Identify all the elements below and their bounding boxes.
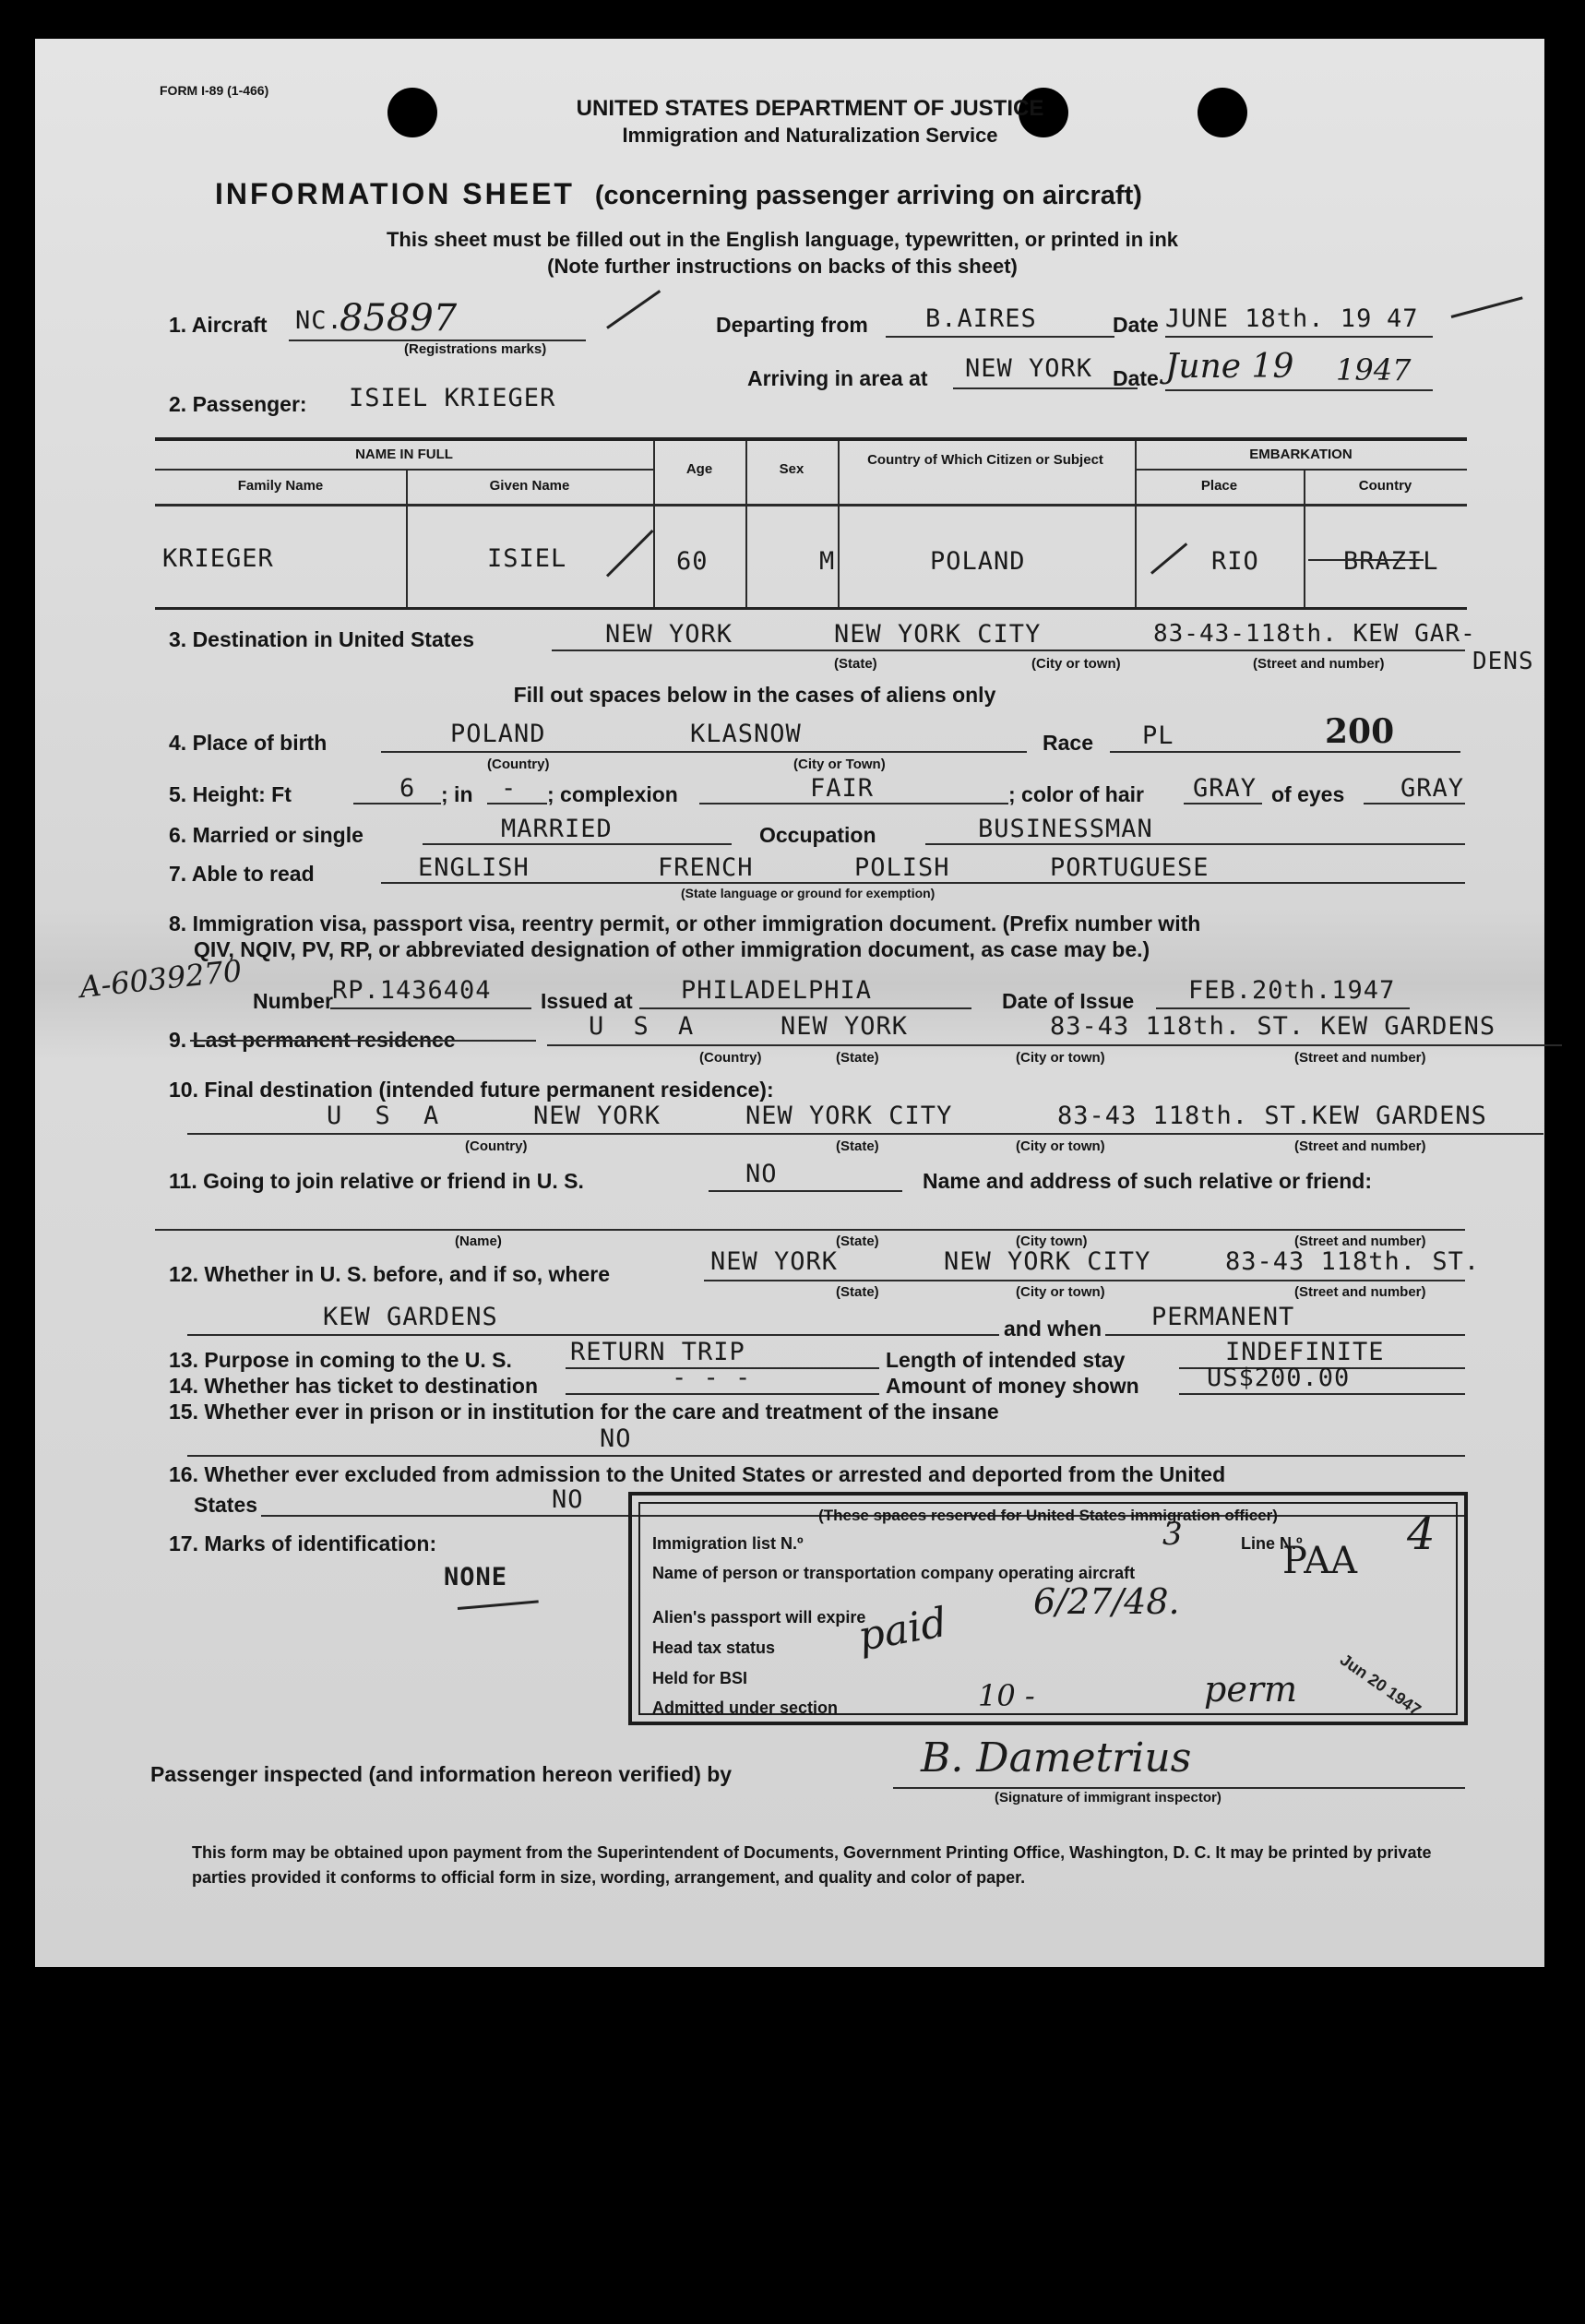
- relative-name-label: Name and address of such relative or friend:: [923, 1169, 1372, 1193]
- date2-line: [1165, 389, 1433, 391]
- service-title: Immigration and Naturalization Service: [622, 124, 998, 147]
- last-residence-label: 9. Last permanent residence: [169, 1028, 456, 1052]
- held-bsi-label: Held for BSI: [652, 1669, 748, 1687]
- when-value: PERMANENT: [1151, 1303, 1295, 1331]
- excluded-label: 16. Whether ever excluded from admission to the United States or arrested and deported from the United: [169, 1462, 1226, 1486]
- destination-city: NEW YORK CITY: [834, 620, 1042, 649]
- race-number: 200: [1325, 712, 1395, 751]
- occupation-value: BUSINESSMAN: [978, 815, 1153, 843]
- number-label: Number: [253, 989, 333, 1013]
- ticket-value: - - -: [672, 1364, 752, 1392]
- embark-country-cell: BRAZIL: [1343, 547, 1439, 576]
- when-label: and when: [1004, 1317, 1102, 1341]
- admitted-perm-value: perm: [1204, 1669, 1298, 1710]
- final-country-caption: (Country): [465, 1138, 528, 1154]
- language-1: ENGLISH: [418, 853, 530, 882]
- last-residence-city-caption: (City or town): [1016, 1050, 1105, 1066]
- check-mark: [1150, 542, 1187, 574]
- passport-expire-label: Alien's passport will expire: [652, 1608, 866, 1627]
- previous-us-state: NEW YORK: [710, 1247, 839, 1276]
- instruction-line-2: (Note further instructions on backs of this sheet): [547, 255, 1018, 278]
- last-residence-country: U S A: [589, 1012, 701, 1041]
- inspector-signature: B. Dametrius: [921, 1734, 1192, 1782]
- prison-line: [187, 1455, 1465, 1457]
- prison-value: NO: [600, 1424, 632, 1453]
- money-label: Amount of money shown: [886, 1374, 1139, 1398]
- family-name-header: Family Name: [237, 478, 324, 494]
- head-tax-label: Head tax status: [652, 1639, 776, 1657]
- hair-line: [1184, 803, 1262, 804]
- punch-hole-right: [1198, 88, 1247, 137]
- relative-address-line: [155, 1229, 1465, 1231]
- arriving-value: NEW YORK: [965, 354, 1093, 383]
- final-destination-country: U S A: [327, 1102, 448, 1130]
- previous-us-label: 12. Whether in U. S. before, and if so, where: [169, 1262, 610, 1286]
- marks-label: 17. Marks of identification:: [169, 1531, 437, 1555]
- complexion-value: FAIR: [810, 774, 875, 803]
- destination-street-2: DENS: [1472, 648, 1534, 675]
- birth-city: KLASNOW: [690, 720, 802, 748]
- relative-name-caption: (Name): [455, 1234, 502, 1249]
- passenger-table: [155, 437, 1467, 610]
- document-label-2: QIV, NQIV, PV, RP, or abbreviated designation of other immigration document, as case may be.): [194, 937, 1150, 961]
- sheet-title-sub: (concerning passenger arriving on aircraft): [594, 181, 1142, 210]
- signature-caption: (Signature of immigrant inspector): [995, 1790, 1222, 1806]
- number-line: [330, 1007, 531, 1009]
- excluded-label-2: States: [194, 1493, 258, 1517]
- stay-label: Length of intended stay: [886, 1348, 1126, 1372]
- money-line: [1179, 1393, 1465, 1395]
- language-3: POLISH: [854, 853, 950, 882]
- inspected-label: Passenger inspected (and information hereon verified) by: [150, 1762, 733, 1786]
- admitted-section-label: Admitted under section: [652, 1698, 839, 1717]
- date2-label: Date: [1113, 366, 1159, 390]
- occupation-label: Occupation: [759, 823, 876, 847]
- eyes-line: [1364, 803, 1465, 804]
- ticket-line: [566, 1393, 879, 1395]
- last-residence-state-caption: (State): [836, 1050, 879, 1066]
- marital-label: 6. Married or single: [169, 823, 363, 847]
- final-destination-line: [187, 1133, 1543, 1135]
- citizen-cell: POLAND: [930, 547, 1026, 576]
- relative-state-caption: (State): [836, 1234, 879, 1249]
- issued-line: [639, 1007, 971, 1009]
- eyes-value: GRAY: [1400, 774, 1465, 803]
- destination-label: 3. Destination in United States: [169, 627, 474, 651]
- final-destination-state: NEW YORK: [533, 1102, 661, 1130]
- alien-number-handwritten: A-6039270: [77, 952, 244, 1006]
- final-destination-city: NEW YORK CITY: [745, 1102, 953, 1130]
- previous-us-line: [704, 1280, 1465, 1281]
- previous-us-street-caption: (Street and number): [1294, 1284, 1426, 1300]
- destination-state: NEW YORK: [605, 620, 733, 649]
- aircraft-label: 1. Aircraft: [169, 313, 268, 337]
- document-sheet: [35, 39, 1544, 1967]
- height-inches: -: [501, 774, 518, 803]
- relative-street-caption: (Street and number): [1294, 1234, 1426, 1249]
- departing-label: Departing from: [716, 313, 868, 337]
- issued-value: PHILADELPHIA: [681, 976, 873, 1005]
- registration-caption: (Registrations marks): [404, 341, 547, 357]
- strike-line: [1308, 559, 1424, 561]
- date2-year: 1947: [1336, 352, 1412, 387]
- previous-us-state-caption: (State): [836, 1284, 879, 1300]
- relative-city-caption: (City town): [1016, 1234, 1088, 1249]
- final-state-caption: (State): [836, 1138, 879, 1154]
- complexion-line: [699, 803, 1008, 804]
- inches-label: ; in: [441, 782, 473, 806]
- previous-us-city-caption: (City or town): [1016, 1284, 1105, 1300]
- language-2: FRENCH: [658, 853, 754, 882]
- operator-label: Name of person or transportation company operating aircraft: [652, 1564, 1136, 1582]
- officer-box-header: (These spaces reserved for United States immigration officer): [818, 1507, 1278, 1524]
- stay-value: INDEFINITE: [1225, 1338, 1385, 1366]
- money-value: US$200.00: [1207, 1364, 1351, 1392]
- arriving-line: [953, 387, 1138, 389]
- strike-line: [190, 1040, 536, 1042]
- immigration-list-value: 3: [1162, 1516, 1183, 1553]
- destination-state-caption: (State): [834, 656, 877, 672]
- previous-us-city: NEW YORK CITY: [944, 1247, 1151, 1276]
- complexion-label: ; complexion: [547, 782, 678, 806]
- given-name-cell: ISIEL: [487, 544, 567, 573]
- check-mark: [1451, 296, 1523, 318]
- birth-city-caption: (City or Town): [793, 757, 886, 772]
- birthplace-label: 4. Place of birth: [169, 731, 328, 755]
- officer-box: [628, 1492, 1468, 1725]
- head-tax-value: paid: [854, 1598, 951, 1662]
- previous-us-street: 83-43 118th. ST.: [1225, 1247, 1481, 1276]
- place-header: Place: [1200, 478, 1238, 494]
- immigration-list-label: Immigration list N.º: [652, 1534, 804, 1553]
- final-street-caption: (Street and number): [1294, 1138, 1426, 1154]
- last-residence-country-caption: (Country): [699, 1050, 762, 1066]
- admitted-section-value: 10 -: [978, 1678, 1035, 1713]
- marital-line: [423, 843, 732, 845]
- height-label: 5. Height: Ft: [169, 782, 292, 806]
- departing-line: [886, 336, 1114, 338]
- departing-value: B.AIRES: [925, 304, 1037, 333]
- check-mark: [606, 290, 661, 329]
- race-line: [1110, 751, 1460, 753]
- aliens-note: Fill out spaces below in the cases of aliens only: [513, 683, 996, 707]
- given-name-header: Given Name: [489, 478, 570, 494]
- race-value: PL: [1142, 721, 1174, 750]
- operator-value: PAA: [1282, 1540, 1358, 1582]
- purpose-label: 13. Purpose in coming to the U. S.: [169, 1348, 512, 1372]
- aircraft-prefix: NC.: [295, 306, 343, 335]
- eyes-label: of eyes: [1271, 782, 1345, 806]
- excluded-value: NO: [552, 1485, 584, 1514]
- date-of-issue-value: FEB.20th.1947: [1188, 976, 1396, 1005]
- birthplace-line: [381, 751, 1027, 753]
- height-feet: 6: [399, 774, 416, 803]
- destination-street-caption: (Street and number): [1253, 656, 1385, 672]
- purpose-value: RETURN TRIP: [570, 1338, 745, 1366]
- family-name-cell: KRIEGER: [162, 544, 274, 573]
- ticket-label: 14. Whether has ticket to destination: [169, 1374, 539, 1398]
- line-number-label: Line N.º: [1241, 1534, 1303, 1553]
- sheet-title-main: INFORMATION SHEET: [215, 177, 575, 210]
- pen-stroke: [458, 1600, 539, 1610]
- marks-value: NONE: [444, 1563, 508, 1591]
- issued-label: Issued at: [541, 989, 633, 1013]
- name-in-full-header: NAME IN FULL: [355, 447, 453, 462]
- passport-expire-value: 6/27/48.: [1033, 1581, 1180, 1622]
- arriving-label: Arriving in area at: [747, 366, 928, 390]
- instruction-line-1: This sheet must be filled out in the English language, typewritten, or printed in ink: [386, 228, 1179, 251]
- read-line: [381, 882, 1465, 884]
- destination-line: [552, 650, 1465, 651]
- hair-value: GRAY: [1193, 774, 1257, 803]
- date-label: Date: [1113, 313, 1159, 337]
- sheet-title: [215, 177, 1142, 211]
- date-of-issue-line: [1156, 1007, 1410, 1009]
- final-destination-street: 83-43 118th. ST.KEW GARDENS: [1057, 1102, 1487, 1130]
- line-number-value: 4: [1407, 1508, 1436, 1560]
- date-line: [1165, 336, 1433, 338]
- form-number: FORM I-89 (1-466): [160, 83, 269, 98]
- height-feet-line: [353, 803, 441, 804]
- join-relative-label: 11. Going to join relative or friend in U. S.: [169, 1169, 584, 1193]
- country-header: Country: [1358, 478, 1412, 494]
- last-residence-state: NEW YORK: [781, 1012, 909, 1041]
- final-city-caption: (City or town): [1016, 1138, 1105, 1154]
- embarkation-header: EMBARKATION: [1249, 447, 1353, 462]
- date-year: 47: [1387, 304, 1419, 333]
- when-line: [1105, 1334, 1465, 1336]
- check-mark: [606, 530, 654, 578]
- race-label: Race: [1043, 731, 1093, 755]
- last-residence-line: [547, 1044, 1562, 1046]
- destination-street: 83-43-118th. KEW GAR-: [1153, 620, 1476, 648]
- punch-hole-left: [387, 88, 437, 137]
- join-relative-value: NO: [745, 1160, 778, 1188]
- prison-label: 15. Whether ever in prison or in institution for the care and treatment of the insane: [169, 1400, 999, 1424]
- destination-city-caption: (City or town): [1031, 656, 1121, 672]
- read-caption: (State language or ground for exemption): [681, 886, 936, 900]
- marital-value: MARRIED: [501, 815, 613, 843]
- date2-handwritten: June 19: [1165, 348, 1294, 386]
- birth-country-caption: (Country): [487, 757, 550, 772]
- aircraft-number-handwritten: 85897: [340, 297, 458, 340]
- passenger-label: 2. Passenger:: [169, 392, 307, 416]
- age-cell: 60: [676, 547, 709, 576]
- signature-line: [893, 1787, 1465, 1789]
- join-relative-line: [709, 1190, 902, 1192]
- date-value: JUNE 18th. 19: [1165, 304, 1373, 333]
- citizen-header: Country of Which Citizen or Subject: [867, 452, 1103, 468]
- agency-title: UNITED STATES DEPARTMENT OF JUSTICE: [576, 96, 1044, 121]
- birth-country: POLAND: [450, 720, 546, 748]
- date-of-issue-label: Date of Issue: [1002, 989, 1135, 1013]
- final-destination-label: 10. Final destination (intended future permanent residence):: [169, 1078, 774, 1102]
- language-4: PORTUGUESE: [1050, 853, 1210, 882]
- embark-place-cell: RIO: [1211, 547, 1259, 576]
- sex-header: Sex: [779, 461, 804, 477]
- document-label-1: 8. Immigration visa, passport visa, reentry permit, or other immigration document. (Prefix number with: [169, 912, 1201, 936]
- age-header: Age: [685, 461, 713, 477]
- last-residence-street: 83-43 118th. ST. KEW GARDENS: [1050, 1012, 1496, 1041]
- admission-stamp-date: Jun 20 1947: [1336, 1650, 1424, 1720]
- footer-note: This form may be obtained upon payment from the Superintendent of Documents, Government Printing Office, Washington, D. C. It may be printed by private parties provided it conforms to official form in size, wording, arrangement, and quality and color of paper.: [192, 1843, 1432, 1887]
- last-residence-street-caption: (Street and number): [1294, 1050, 1426, 1066]
- passenger-value: ISIEL KRIEGER: [349, 384, 556, 412]
- height-inches-line: [487, 803, 547, 804]
- occupation-line: [925, 843, 1465, 845]
- previous-us-line2: KEW GARDENS: [323, 1303, 498, 1331]
- previous-us-line2-rule: [187, 1334, 999, 1336]
- read-label: 7. Able to read: [169, 862, 315, 886]
- sex-cell: M: [819, 547, 836, 576]
- number-value: RP.1436404: [332, 976, 492, 1005]
- hair-label: ; color of hair: [1008, 782, 1144, 806]
